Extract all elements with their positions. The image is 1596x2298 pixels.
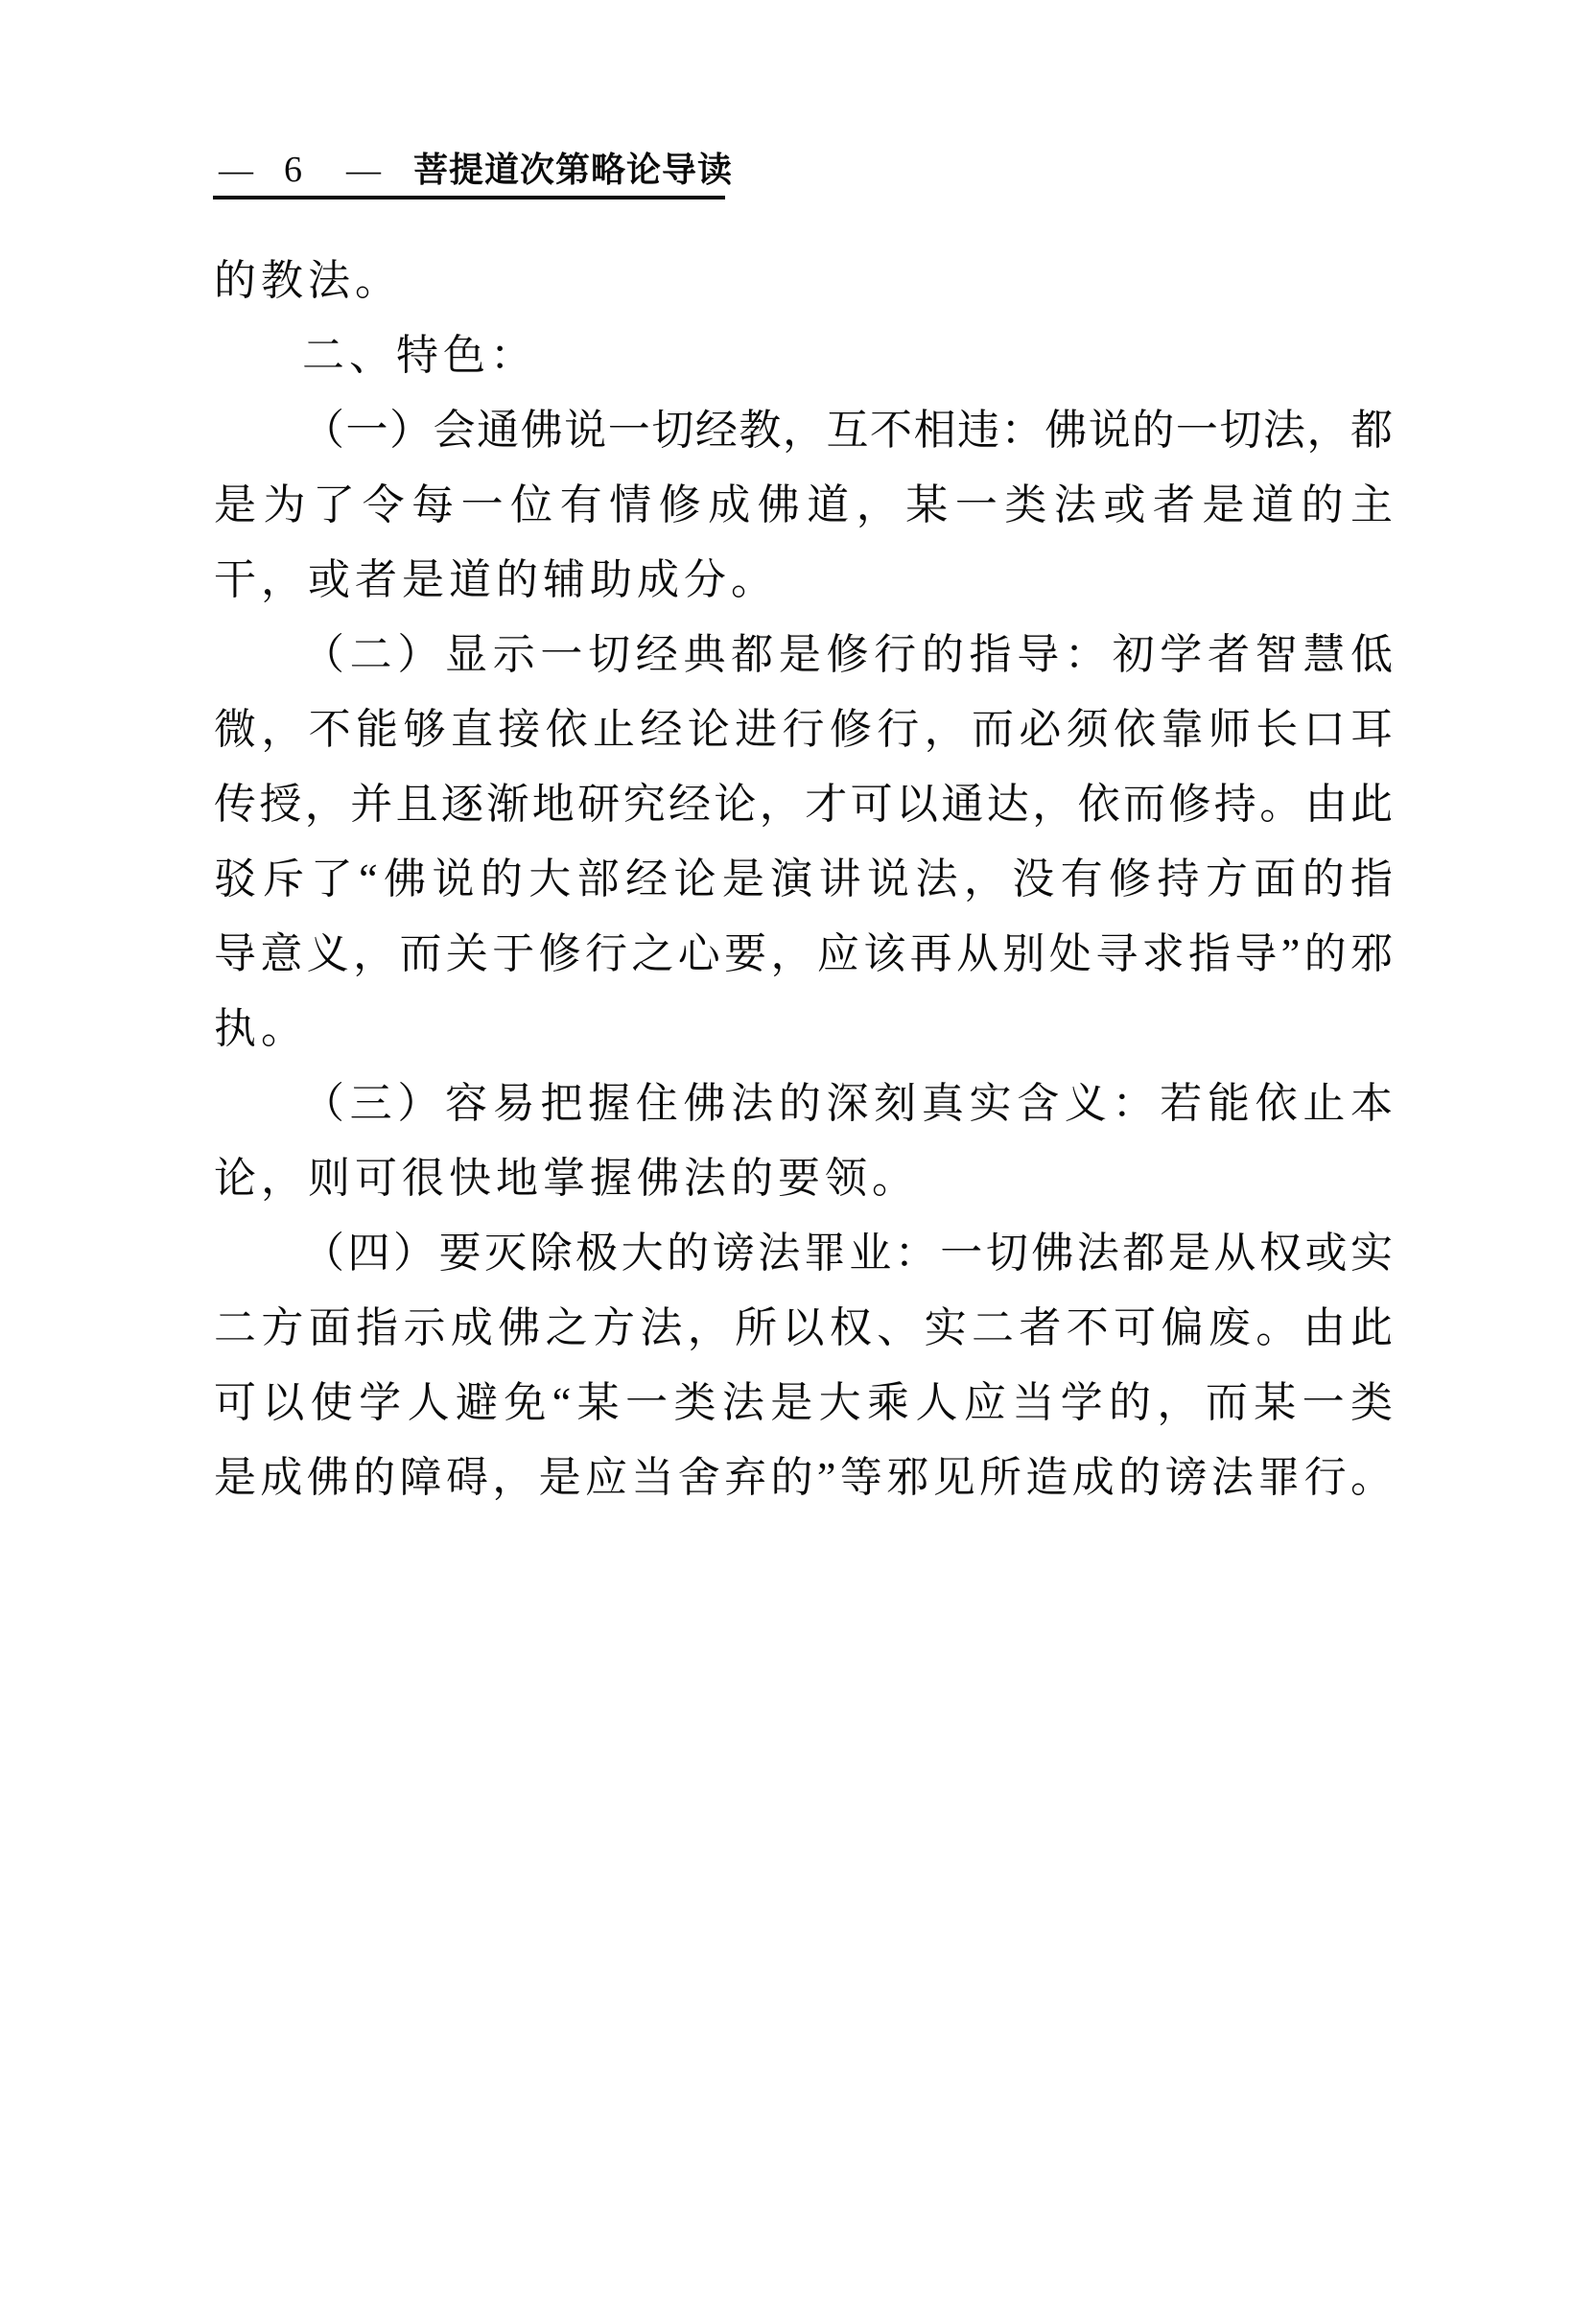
text-line: 二方面指示成佛之方法，所以权、实二者不可偏废。由此: [214, 1304, 1393, 1351]
text-line: 传授，并且逐渐地研究经论，才可以通达，依而修持。由此: [214, 781, 1393, 828]
book-title: 菩提道次第略论导读: [413, 151, 734, 189]
text-line: 微，不能够直接依止经论进行修行，而必须依靠师长口耳: [214, 706, 1393, 753]
body-text: [214, 244, 1393, 1515]
text-line: 执。: [214, 1005, 308, 1052]
text-line: 干，或者是道的辅助成分。: [214, 556, 778, 603]
header-right-dash: —: [346, 151, 381, 189]
page-number: 6: [284, 150, 302, 190]
text-line: （一）会通佛说一切经教，互不相违：佛说的一切法，都: [302, 407, 1393, 454]
page-header: [213, 144, 734, 199]
text-line: 可以使学人避免“某一类法是大乘人应当学的，而某一类: [214, 1379, 1393, 1426]
text-line: 导意义，而关于修行之心要，应该再从别处寻求指导”的邪: [214, 930, 1393, 977]
text-line: 驳斥了“佛说的大部经论是演讲说法，没有修持方面的指: [214, 856, 1393, 903]
text-line: 论，则可很快地掌握佛法的要领。: [214, 1155, 919, 1202]
text-line: （四）要灭除极大的谤法罪业：一切佛法都是从权或实: [302, 1230, 1393, 1277]
text-line: 的教法。: [214, 257, 402, 304]
text-line: （三）容易把握住佛法的深刻真实含义：若能依止本: [302, 1080, 1393, 1127]
header-left-dash: —: [219, 151, 253, 189]
text-line: 是成佛的障碍，是应当舍弃的”等邪见所造成的谤法罪行。: [214, 1454, 1393, 1501]
text-line: （二）显示一切经典都是修行的指导：初学者智慧低: [302, 631, 1393, 678]
text-line: 是为了令每一位有情修成佛道，某一类法或者是道的主: [214, 481, 1393, 528]
text-line: 二、特色：: [302, 332, 537, 379]
